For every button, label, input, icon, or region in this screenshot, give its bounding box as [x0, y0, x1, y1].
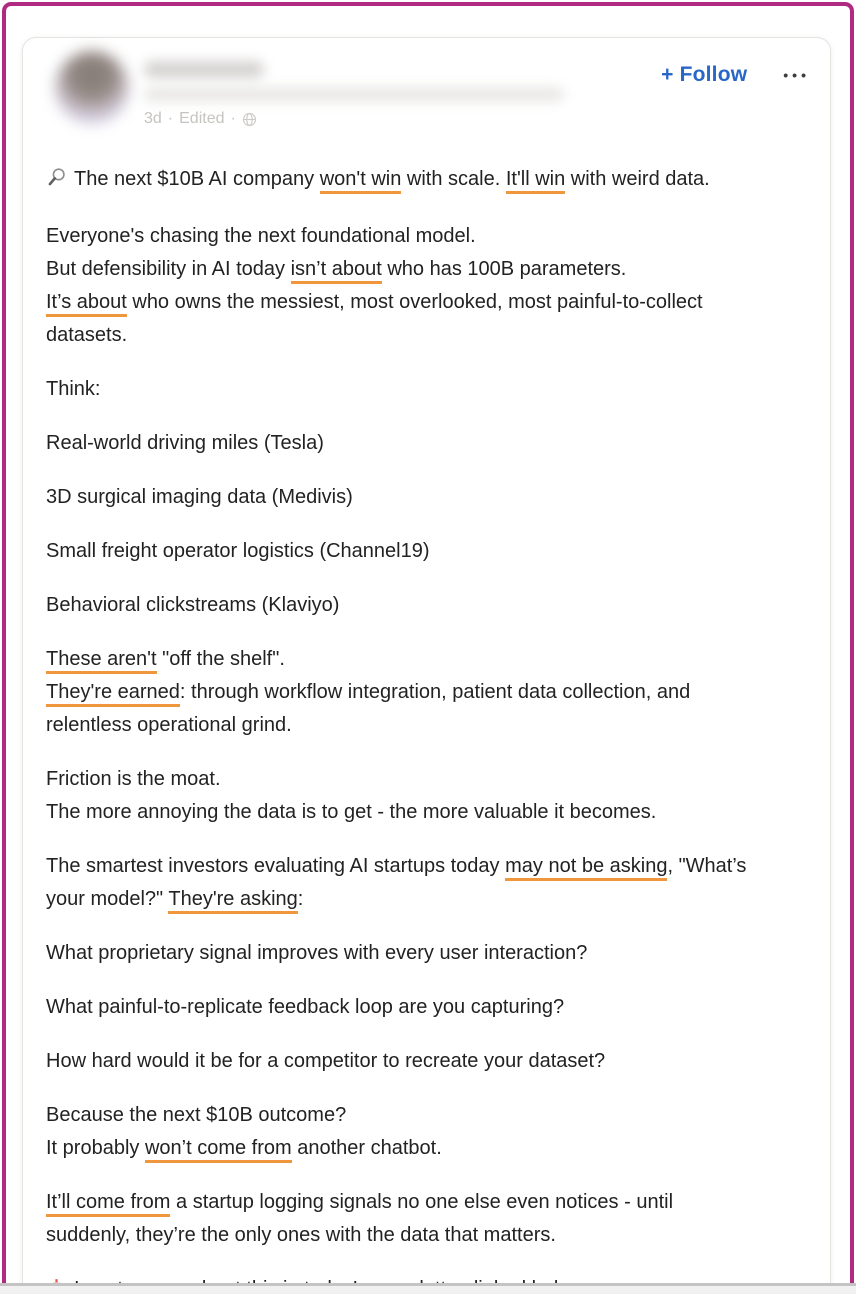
header-actions: [655, 59, 812, 91]
globe-icon: [242, 112, 257, 127]
underlined-text: They're earned: [46, 681, 180, 707]
magnifier-icon: [46, 166, 67, 199]
post-body: [23, 155, 830, 1294]
post-text: The smartest investors evaluating AI startups today: [46, 855, 506, 877]
underlined-text: These aren't: [46, 648, 157, 674]
post-paragraph: [46, 220, 806, 352]
post-text: Because the next $10B outcome?: [46, 1104, 347, 1126]
post-text: Friction is the moat.: [46, 768, 221, 790]
post-text: The next $10B AI company: [74, 168, 320, 190]
post-paragraph: [46, 1045, 806, 1078]
post-paragraph: [46, 589, 806, 622]
post-text: Real-world driving miles (Tesla): [46, 432, 324, 454]
post-paragraph: [46, 427, 806, 460]
meta-separator: ·: [230, 110, 236, 127]
author-headline-redacted: [144, 88, 564, 101]
post-paragraph: [46, 373, 806, 406]
post-text: datasets.: [46, 324, 128, 346]
post-text: What proprietary signal improves with every user interaction?: [46, 942, 588, 964]
post-header: [23, 38, 830, 155]
post-text: with weird data.: [565, 168, 710, 190]
post-text: It probably: [46, 1137, 145, 1159]
post-text: Behavioral clickstreams (Klaviyo): [46, 594, 340, 616]
post-text: :: [297, 888, 304, 910]
post-text: relentless operational grind.: [46, 714, 292, 736]
author-name-redacted: [144, 61, 264, 78]
post-paragraph: [46, 1099, 806, 1165]
post-text: : through workflow integration, patient data collection, and: [179, 681, 691, 703]
post-text: 3D surgical imaging data (Medivis): [46, 486, 353, 508]
underlined-text: It’ll come from: [46, 1191, 170, 1217]
post-text: who has 100B parameters.: [381, 258, 627, 280]
post-paragraph: [46, 535, 806, 568]
bottom-cutoff-band: [0, 1283, 856, 1294]
post-text: "off the shelf".: [156, 648, 285, 670]
avatar-blurred-image: [55, 51, 129, 125]
underlined-text: won't win: [320, 168, 402, 194]
post-age: 3d: [144, 110, 162, 127]
more-options-button[interactable]: •••: [781, 63, 812, 87]
post-text: a startup logging signals no one else even notices - until: [170, 1191, 674, 1213]
post-text: another chatbot.: [291, 1137, 442, 1159]
underlined-text: isn’t about: [291, 258, 382, 284]
underlined-text: It’s about: [46, 291, 127, 317]
post-paragraph: [46, 763, 806, 829]
underlined-text: may not be asking: [505, 855, 667, 881]
post-text: The more annoying the data is to get - the more valuable it becomes.: [46, 801, 657, 823]
post-paragraph: [46, 163, 806, 199]
post-paragraph: [46, 1186, 806, 1252]
post-meta: [144, 110, 655, 128]
follow-button[interactable]: + Follow: [655, 59, 753, 91]
post-text: What painful-to-replicate feedback loop are you capturing?: [46, 996, 565, 1018]
author-info: [144, 51, 655, 128]
avatar[interactable]: [55, 51, 129, 125]
post-text: your model?": [46, 888, 169, 910]
underlined-text: won’t come from: [145, 1137, 292, 1163]
post-text: But defensibility in AI today: [46, 258, 291, 280]
post-text: How hard would it be for a competitor to recreate your dataset?: [46, 1050, 606, 1072]
post-paragraph: [46, 991, 806, 1024]
post-paragraph: [46, 850, 806, 916]
post-text: with scale.: [401, 168, 506, 190]
post-text: Everyone's chasing the next foundational model.: [46, 225, 476, 247]
post-paragraph: [46, 481, 806, 514]
post-card: [22, 37, 831, 1294]
post-paragraph: [46, 643, 806, 742]
post-text: who owns the messiest, most overlooked, most painful-to-collect: [126, 291, 703, 313]
underlined-text: It'll win: [506, 168, 565, 194]
post-text: suddenly, they’re the only ones with the data that matters.: [46, 1224, 556, 1246]
post-text: Think:: [46, 378, 101, 400]
post-text: , "What’s: [667, 855, 747, 877]
meta-separator: ·: [167, 110, 174, 127]
underlined-text: They're asking: [168, 888, 297, 914]
edited-label: Edited: [179, 110, 225, 127]
post-paragraph: [46, 937, 806, 970]
post-text: Small freight operator logistics (Channel19): [46, 540, 430, 562]
